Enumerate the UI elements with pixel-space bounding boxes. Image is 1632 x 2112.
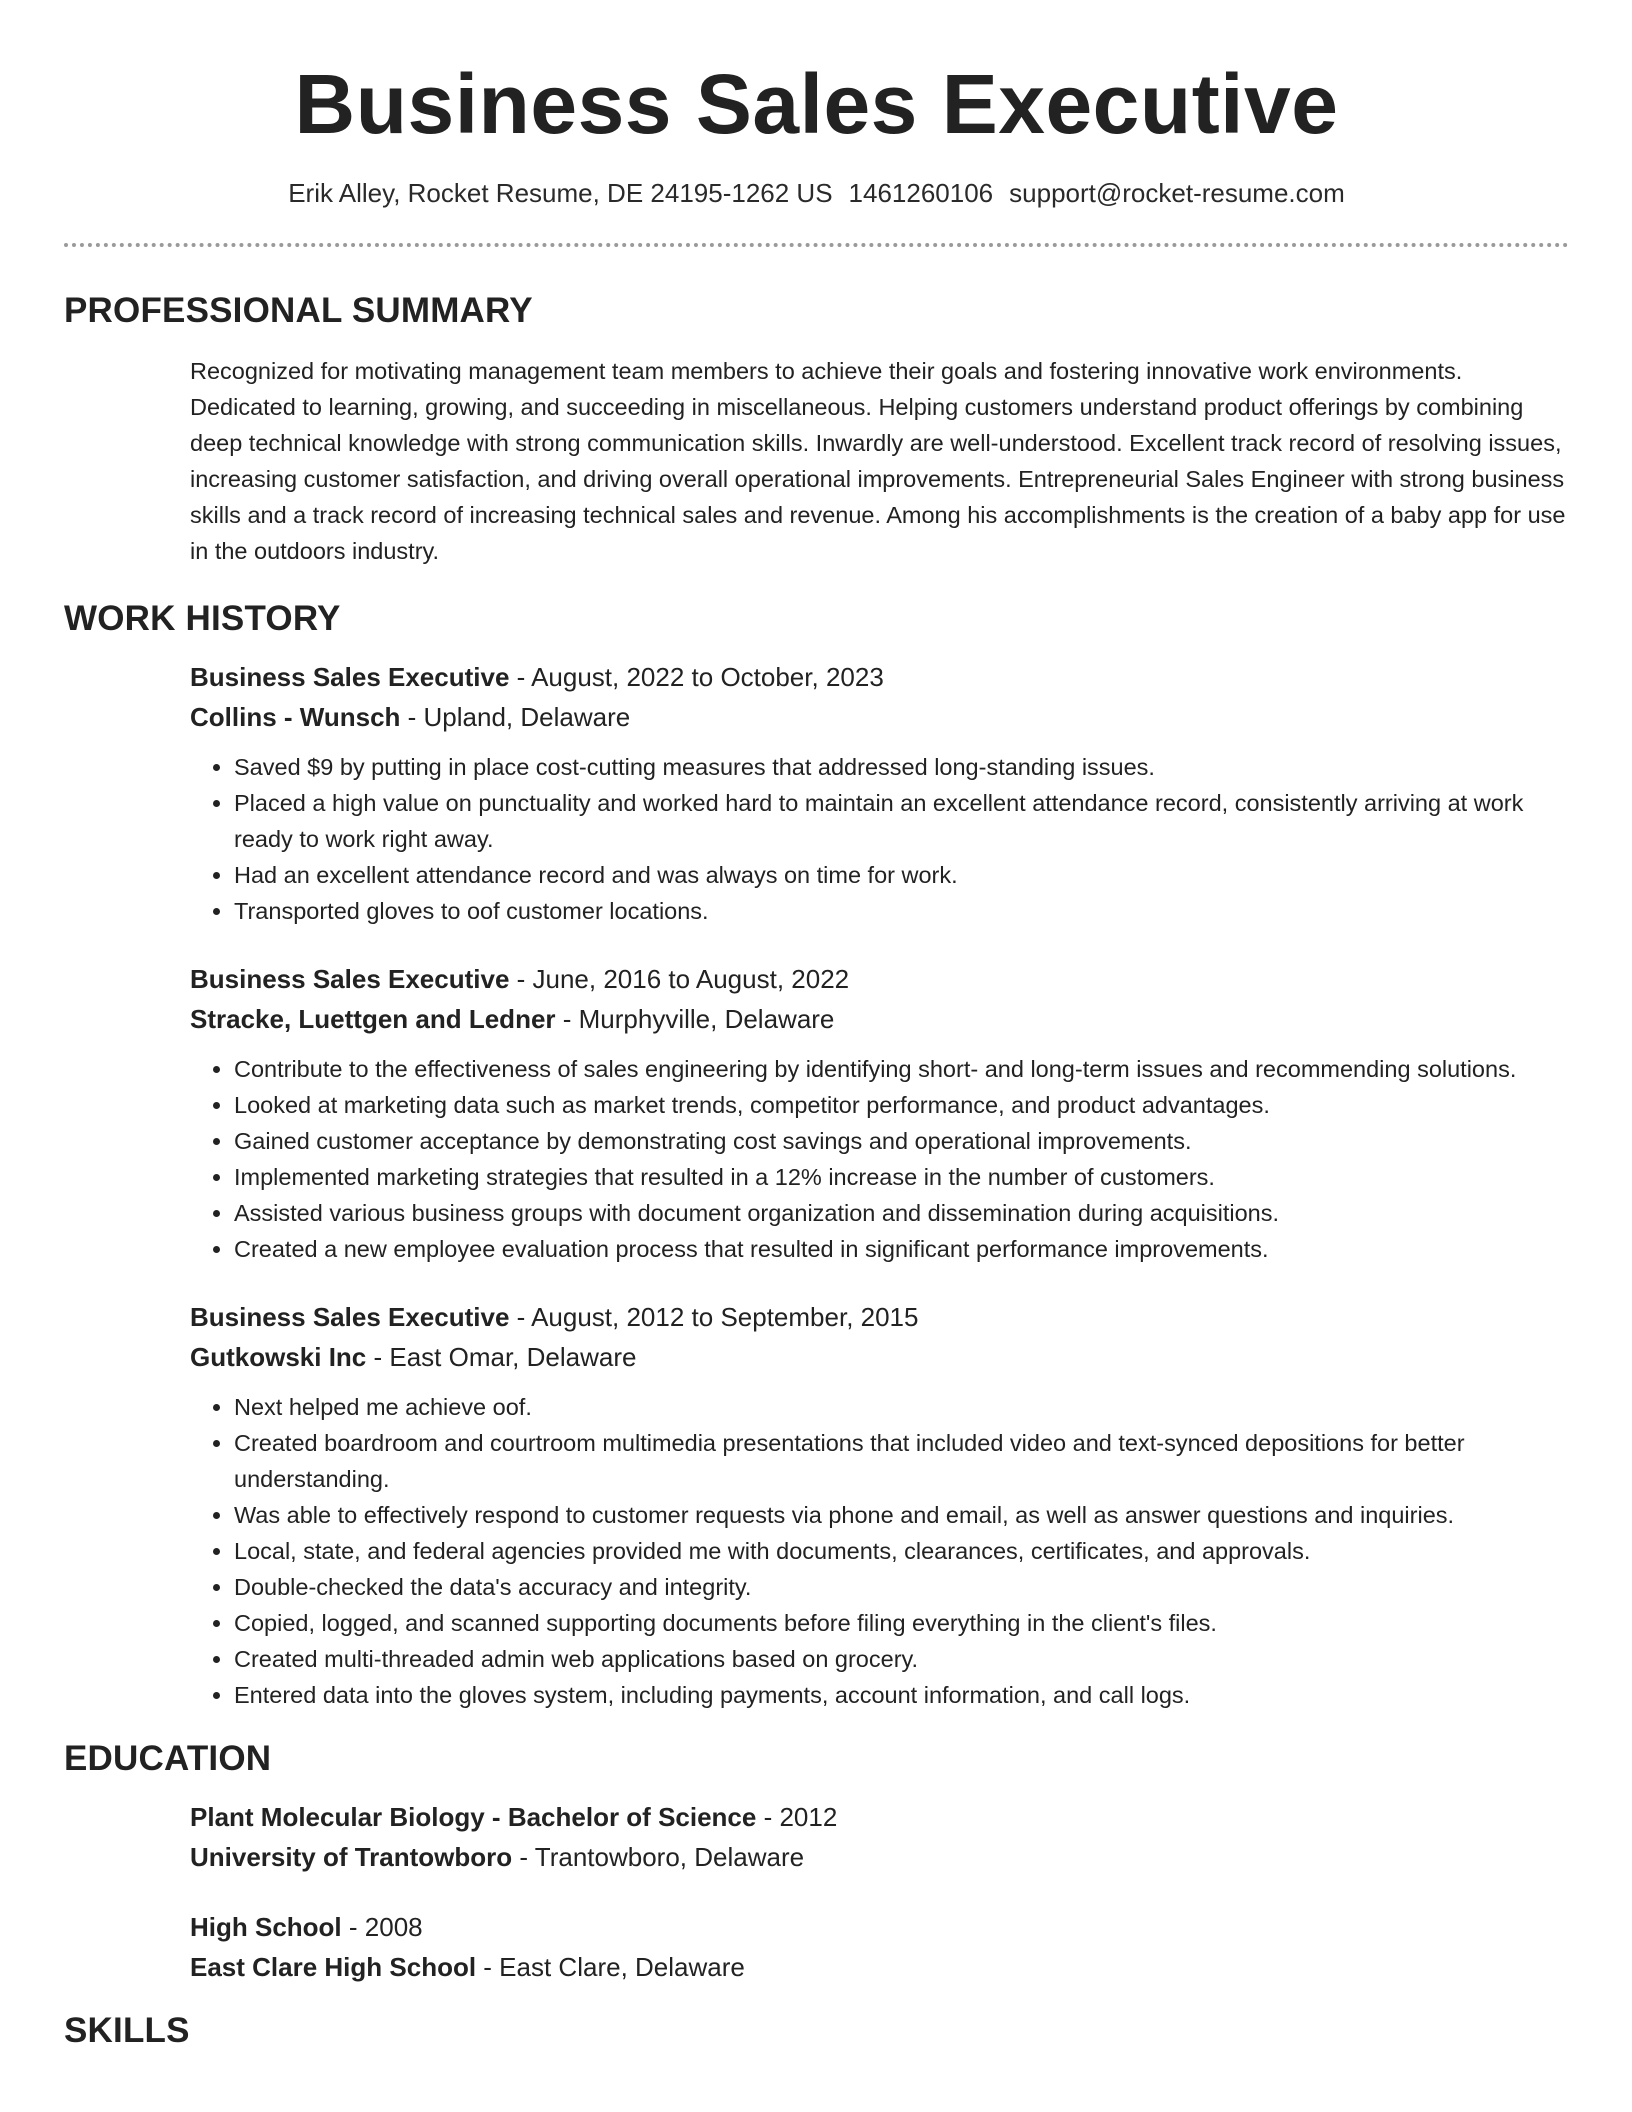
job-bullet: • Saved $9 by putting in place cost-cutting measures that addressed long-standing issues. xyxy=(234,749,1569,785)
contact-email: support@rocket-resume.com xyxy=(1009,178,1345,208)
education-school: University of Trantowboro xyxy=(190,1842,513,1872)
job-bullet: • Local, state, and federal agencies provided me with documents, clearances, certificates, and approvals. xyxy=(234,1533,1569,1569)
job-bullet: • Looked at marketing data such as market trends, competitor performance, and product advantages. xyxy=(234,1087,1569,1123)
education-degree-line xyxy=(190,1797,1569,1837)
education-heading: EDUCATION xyxy=(64,1739,272,1778)
education-school: East Clare High School xyxy=(190,1952,477,1982)
education-year: - 2008 xyxy=(341,1912,423,1942)
job-bullet: • Placed a high value on punctuality and worked hard to maintain an excellent attendance record, consistently arriving at work ready to work right away. xyxy=(234,785,1569,857)
job-company-line xyxy=(190,1337,1569,1377)
job-bullet: • Had an excellent attendance record and was always on time for work. xyxy=(234,857,1569,893)
job-bullet: • Double-checked the data's accuracy and integrity. xyxy=(234,1569,1569,1605)
job-bullet: • Contribute to the effectiveness of sales engineering by identifying short- and long-term issues and recommending solutions. xyxy=(234,1051,1569,1087)
job-title: Business Sales Executive xyxy=(190,964,510,994)
job-bullet: • Entered data into the gloves system, including payments, account information, and call logs. xyxy=(234,1677,1569,1713)
job-bullets xyxy=(190,1389,1569,1713)
resume-title: Business Sales Executive xyxy=(294,57,1339,151)
job-entry xyxy=(190,1297,1569,1713)
job-bullet: • Created boardroom and courtroom multimedia presentations that included video and text-synced depositions for better understanding. xyxy=(234,1425,1569,1497)
job-bullet: • Implemented marketing strategies that resulted in a 12% increase in the number of customers. xyxy=(234,1159,1569,1195)
skills-section xyxy=(64,2009,1569,2053)
work-history-section xyxy=(64,597,1569,1713)
education-degree-line xyxy=(190,1907,1569,1947)
job-dates: - August, 2022 to October, 2023 xyxy=(509,662,884,692)
contact-phone: 1461260106 xyxy=(848,178,994,208)
contact-line xyxy=(64,176,1569,210)
job-title-line xyxy=(190,1297,1569,1337)
summary-section xyxy=(64,289,1569,569)
job-bullet: • Next helped me achieve oof. xyxy=(234,1389,1569,1425)
education-school-line xyxy=(190,1947,1569,1987)
job-bullet: • Transported gloves to oof customer locations. xyxy=(234,893,1569,929)
job-company-line xyxy=(190,999,1569,1039)
job-entry xyxy=(190,657,1569,929)
job-location: - Upland, Delaware xyxy=(400,702,631,732)
job-title-line xyxy=(190,657,1569,697)
summary-text: Recognized for motivating management team members to achieve their goals and fostering innovative work environments. Dedicated to learning, growing, and succeeding in miscellaneous. Helping customers understand product offerings by combining deep technical knowledge with strong communication skills. Inwardly are well-understood. Excellent track record of resolving issues, increasing customer satisfaction, and driving overall operational improvements. Entrepreneurial Sales Engineer with strong business skills and a track record of increasing technical sales and revenue. Among his accomplishments is the creation of a baby app for use in the outdoors industry. xyxy=(190,358,1566,564)
job-bullet: • Gained customer acceptance by demonstrating cost savings and operational improvements. xyxy=(234,1123,1569,1159)
job-company: Gutkowski Inc xyxy=(190,1342,367,1372)
job-bullet: • Copied, logged, and scanned supporting documents before filing everything in the client's files. xyxy=(234,1605,1569,1641)
job-bullet: • Created multi-threaded admin web applications based on grocery. xyxy=(234,1641,1569,1677)
education-section xyxy=(64,1737,1569,1987)
job-bullet: • Created a new employee evaluation process that resulted in significant performance improvements. xyxy=(234,1231,1569,1267)
education-location: - East Clare, Delaware xyxy=(476,1952,745,1982)
job-company-line xyxy=(190,697,1569,737)
education-degree: High School xyxy=(190,1912,342,1942)
job-company: Stracke, Luettgen and Ledner xyxy=(190,1004,556,1034)
job-bullet: • Was able to effectively respond to customer requests via phone and email, as well as answer questions and inquiries. xyxy=(234,1497,1569,1533)
job-location: - East Omar, Delaware xyxy=(366,1342,637,1372)
education-degree: Plant Molecular Biology - Bachelor of Science xyxy=(190,1802,757,1832)
summary-heading: PROFESSIONAL SUMMARY xyxy=(64,291,533,330)
header-divider xyxy=(64,243,1569,247)
education-school-line xyxy=(190,1837,1569,1877)
job-location: - Murphyville, Delaware xyxy=(555,1004,835,1034)
job-company: Collins - Wunsch xyxy=(190,702,401,732)
job-bullets xyxy=(190,749,1569,929)
education-entry xyxy=(190,1907,1569,1987)
work-history-heading: WORK HISTORY xyxy=(64,599,341,638)
contact-address: Erik Alley, Rocket Resume, DE 24195-1262 US xyxy=(288,178,833,208)
job-dates: - August, 2012 to September, 2015 xyxy=(509,1302,919,1332)
education-entry xyxy=(190,1797,1569,1877)
job-bullets xyxy=(190,1051,1569,1267)
education-location: - Trantowboro, Delaware xyxy=(512,1842,805,1872)
resume-page xyxy=(64,0,1569,2053)
education-year: - 2012 xyxy=(756,1802,838,1832)
job-title: Business Sales Executive xyxy=(190,1302,510,1332)
job-entry xyxy=(190,959,1569,1267)
job-title-line xyxy=(190,959,1569,999)
job-title: Business Sales Executive xyxy=(190,662,510,692)
job-dates: - June, 2016 to August, 2022 xyxy=(509,964,850,994)
skills-heading: SKILLS xyxy=(64,2011,190,2050)
job-bullet: • Assisted various business groups with document organization and dissemination during acquisitions. xyxy=(234,1195,1569,1231)
